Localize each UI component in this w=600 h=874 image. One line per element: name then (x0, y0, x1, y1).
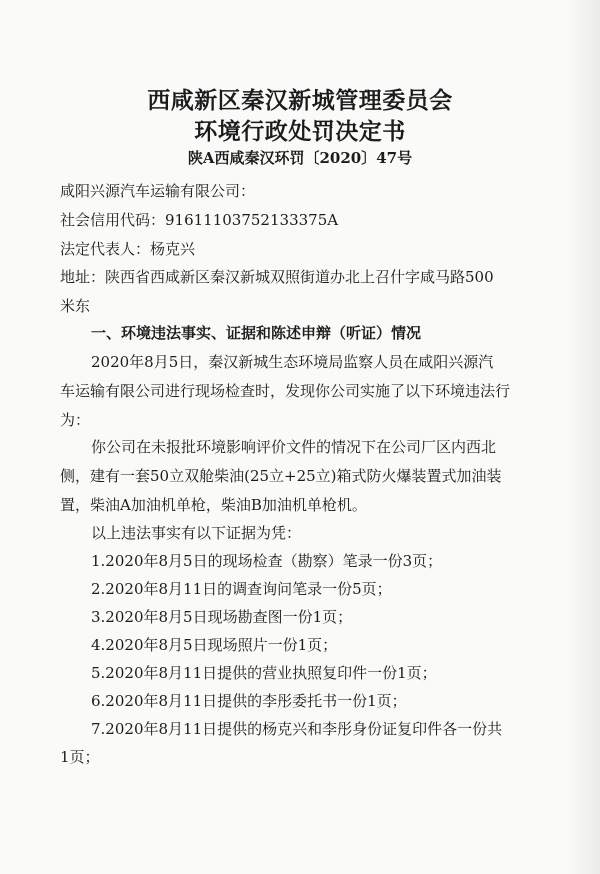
document-number: 陕A西咸秦汉环罚〔2020〕47号 (187, 149, 413, 167)
section-heading: 一、环境违法事实、证据和陈述申辩（听证）情况 (91, 324, 422, 342)
evidence-item: 3.2020年8月5日现场勘查图一份1页； (91, 608, 353, 626)
evidence-item: 6.2020年8月11日提供的李彤委托书一份1页； (91, 692, 407, 710)
evidence-intro: 以上违法事实有以下证据为凭： (91, 524, 302, 542)
paragraph-1-line-1: 2020年8月5日，秦汉新城生态环境局监察人员在咸阳兴源汽 (91, 353, 494, 371)
paragraph-2-line-1: 你公司在未报批环境影响评价文件的情况下在公司厂区内西北 (91, 438, 497, 456)
paragraph-1-line-3: 为： (60, 411, 91, 429)
evidence-item: 2.2020年8月11日的调查询问笔录一份5页； (91, 580, 392, 598)
title-line-1: 西咸新区秦汉新城管理委员会 (147, 87, 453, 114)
company-name: 咸阳兴源汽车运输有限公司： (60, 182, 256, 200)
paragraph-2-line-3: 置，柴油A加油机单枪，柴油B加油机单枪机。 (60, 496, 367, 514)
evidence-item: 7.2020年8月11日提供的杨克兴和李彤身份证复印件各一份共 (91, 720, 503, 738)
paragraph-1-line-2: 车运输有限公司进行现场检查时，发现你公司实施了以下环境违法行 (60, 382, 511, 400)
evidence-item: 1.2020年8月5日的现场检查（勘察）笔录一份3页； (91, 552, 443, 570)
evidence-item: 5.2020年8月11日提供的营业执照复印件一份1页； (91, 664, 437, 682)
address-line-2: 米东 (60, 297, 91, 315)
title-line-2: 环境行政处罚决定书 (194, 118, 406, 145)
legal-representative: 法定代表人：杨克兴 (60, 240, 196, 258)
address-line-1: 地址：陕西省西咸新区秦汉新城双照街道办北上召什字咸马路500 (60, 268, 494, 286)
evidence-item-continuation: 1页； (60, 748, 100, 766)
evidence-item: 4.2020年8月5日现场照片一份1页； (91, 636, 338, 654)
paragraph-2-line-2: 侧，建有一套50立双舱柴油(25立+25立)箱式防火爆装置式加油装 (60, 467, 502, 485)
credit-code: 社会信用代码：91611103752133375A (60, 211, 339, 229)
